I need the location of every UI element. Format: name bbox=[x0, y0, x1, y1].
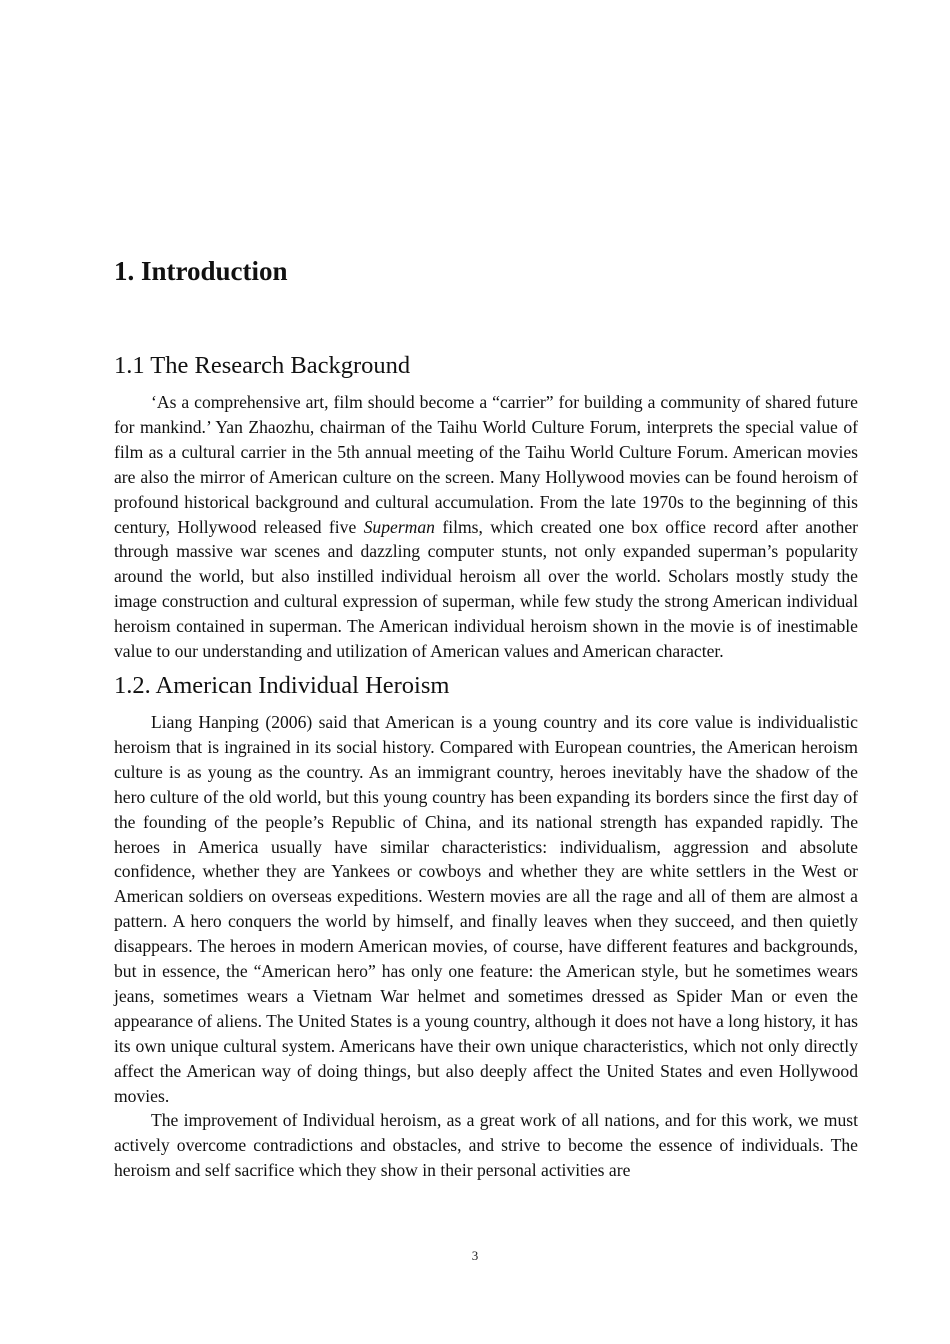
paragraph-research-background bbox=[114, 390, 858, 664]
film-title-superman: Superman bbox=[363, 516, 435, 537]
paragraph-text-before-italic: ‘As a comprehensive art, film should become a “carrier” for building a community of shared future for mankind.’ Yan Zhaozhu, chairman of the Taihu World Culture Forum, interprets the special value of film as a cultural carrier in the 5th annual meeting of the Taihu World Culture Forum. American movies are also the mirror of American culture on the screen. Many Hollywood movies can be found heroism of profound historical background and cultural accumulation. From the late 1970s to the beginning of this century, Hollywood released five bbox=[114, 392, 858, 537]
paragraph-text-after-italic: films, which created one box office record after another through massive war scenes and dazzling computer stunts, not only expanded superman’s popularity around the world, but also instilled individual heroism all over the world. Scholars mostly study the image construction and cultural expression of superman, while few study the strong American individual heroism contained in superman. The American individual heroism shown in the movie is of inestimable value to our understanding and utilization of American values and American character. bbox=[114, 516, 858, 662]
chapter-title: 1. Introduction bbox=[114, 256, 288, 286]
paragraph-liang-hanping: Liang Hanping (2006) said that American is a young country and its core value is individualistic heroism that is ingrained in its social history. Compared with European countries, the American heroism culture is as young as the country. As an immigrant country, heroes inevitably have the shadow of the hero culture of the old world, but this young country has been expanding its borders since the first day of the founding of the people’s Republic of China, and its national strength has expanded rapidly. The heroes in America usually have similar characteristics: individualism, aggression and absolute confidence, whether they are Yankees or cowboys and whether they are white settlers in the West or American soldiers on overseas expeditions. Western movies are all the rage and all of them are almost a pattern. A hero conquers the world by himself, and finally leaves when they succeed, and then quietly disappears. The heroes in modern American movies, of course, have different features and backgrounds, but in essence, the “American hero” has only one feature: the American style, but he sometimes wears jeans, sometimes wears a Vietnam War helmet and sometimes dressed as Spider Man or even the appearance of aliens. The United States is a young country, although it does not have a long history, it has its own unique cultural system. Americans have their own unique characteristics, which not only directly affect the American way of doing things, but also deeply affect the United States and even Hollywood movies. bbox=[114, 711, 858, 1106]
section-heading-american-individual-heroism: 1.2. American Individual Heroism bbox=[114, 671, 450, 699]
page-number: 3 bbox=[471, 1248, 479, 1263]
section-heading-research-background: 1.1 The Research Background bbox=[114, 352, 411, 379]
page-content bbox=[114, 252, 858, 1183]
paragraph-improvement-of-heroism: The improvement of Individual heroism, as a great work of all nations, and for this work, we must actively overcome contradictions and obstacles, and strive to become the essence of individuals. The heroism and self sacrifice which they show in their personal activities are bbox=[114, 1110, 858, 1181]
